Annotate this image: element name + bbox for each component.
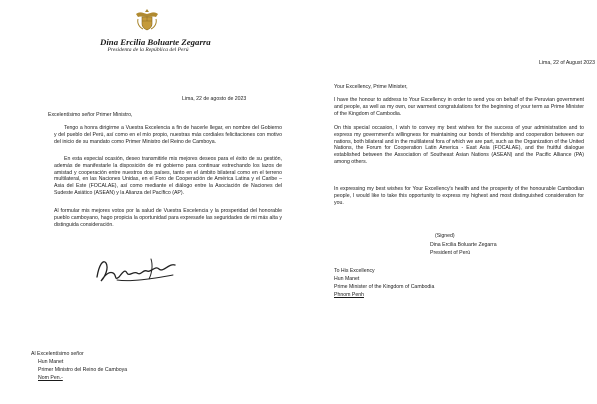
translation-recipient-line-2: Hun Manet	[334, 276, 360, 282]
translation-paragraph-2: On this special occasion, I wish to convey my best wishes for the success of your administration and to express my government's willingness for maintaining our bonds of friendship and cooperation between our nations, both bilateral and in the multilateral fora of which we are part, such as the Organization of the United Nations, the Forum for Cooperation Latin America - East Asia (FOCALAE), and the fruitful dialogue established between the Association of Southeast Asian Nations (ASEAN) and the Pacific Alliance (PA) among others.	[334, 125, 584, 165]
peru-coat-of-arms-icon	[134, 8, 160, 32]
translation-salutation: Your Excellency, Prime Minister,	[334, 84, 408, 90]
translation-paragraph-3: In expressing my best wishes for Your Excellency's health and the prosperity of the honourable Cambodian people, I would like to take this opportunity to express my highest and most distinguished consideration for you.	[334, 186, 584, 206]
sender-title: Presidenta de la República del Perú	[107, 47, 189, 53]
translation-paragraph-1: I have the honour to address to Your Excellency in order to send you on behalf of the Peruvian government and people, as well as my own, our warmest congratulations for the beginning of your term as Prime Minister of the Kingdom of Cambodia.	[334, 97, 584, 117]
letter-date: Lima, 22 de agosto de 2023	[182, 96, 247, 102]
recipient-line-1: Al Excelentísimo señor	[31, 351, 84, 357]
signed-note: (Signed)	[435, 233, 455, 239]
english-translation-page	[303, 0, 597, 404]
handwritten-signature	[91, 251, 187, 287]
translation-date: Lima, 22 of August 2023	[539, 60, 595, 66]
translation-signatory-title: President of Perú	[430, 250, 471, 256]
recipient-line-3: Primer Ministro del Reino de Camboya	[38, 367, 128, 373]
paragraph-2: En esta especial ocasión, deseo transmitirle mis mejores deseos para el éxito de su gestión, además de manifestarle la disposición de mi gobierno para continuar estrechando los lazos de amistad y cooperación entre nuestros dos países, tanto en el ámbito bilateral como en el terreno multilateral, en las Naciones Unidas, en el Foro de Cooperación de América Latina y el Caribe – Asia del Este (FOCALAE), así como mediante el diálogo entre la Asociación de Naciones del Sudeste Asiático (ASEAN) y la Alianza del Pacífico (AP).	[54, 156, 282, 196]
paragraph-3: Al formular mis mejores votos por la salud de Vuestra Excelencia y la prosperidad del honorable pueblo camboyano, hago propicia la oportunidad para expresarle las seguridades de mi más alta y distinguida consideración.	[54, 208, 282, 228]
translation-signatory-name: Dina Ercilia Boluarte Zegarra	[430, 242, 497, 248]
translation-recipient-line-3: Prime Minister of the Kingdom of Cambodia	[334, 284, 435, 290]
translation-recipient-line-1: To His Excellency	[334, 268, 375, 274]
sender-name: Dina Ercilia Boluarte Zegarra	[100, 37, 211, 47]
translation-recipient-line-4: Phnom Penh	[334, 292, 364, 298]
paragraph-1: Tengo a honra dirigirme a Vuestra Excelencia a fin de hacerle llegar, en nombre del Gobierno y del pueblo del Perú, así como en el mío propio, nuestras más cordiales felicitaciones con motivo del inicio de su mandato como Primer Ministro del Reino de Camboya.	[54, 125, 282, 145]
salutation: Excelentísimo señor Primer Ministro,	[48, 112, 133, 118]
recipient-line-2: Hun Manet	[38, 359, 64, 365]
recipient-line-4: Nom Pen.-	[38, 375, 63, 381]
